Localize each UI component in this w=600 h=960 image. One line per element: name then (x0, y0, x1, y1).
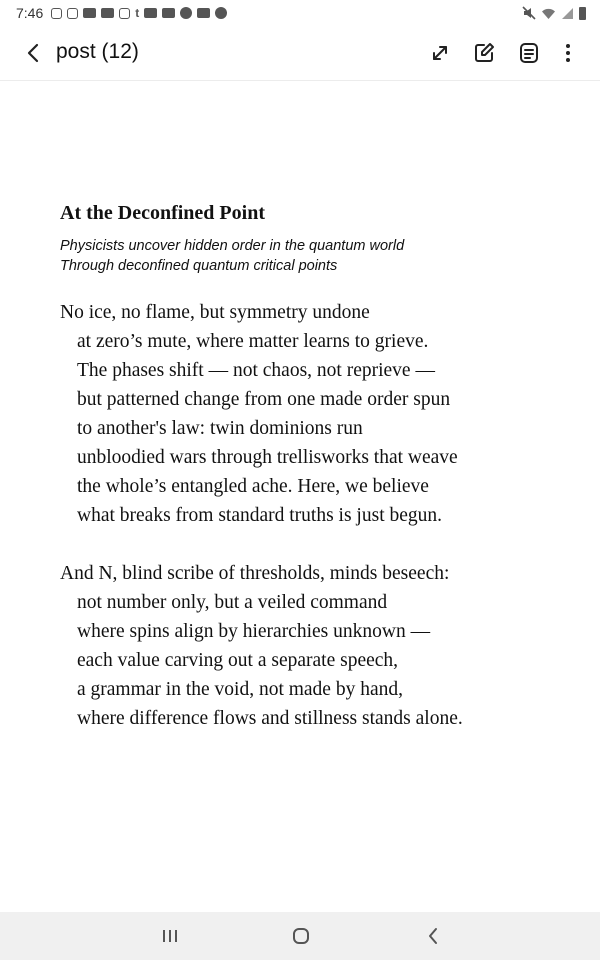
expand-icon (430, 43, 450, 63)
poem-line: not number only, but a veiled command (77, 592, 388, 613)
post-subtitle (60, 236, 580, 276)
poem-line: each value carving out a separate speech, (77, 650, 399, 671)
recent-apps-icon (161, 928, 179, 944)
edit-icon (473, 42, 495, 64)
recent-apps-button[interactable] (150, 920, 190, 952)
instagram-icon (51, 8, 62, 19)
signal-icon (561, 7, 574, 20)
app-bar (0, 26, 600, 81)
poem-line: where spins align by hierarchies unknown — (77, 621, 431, 642)
system-back-button[interactable] (413, 920, 453, 952)
poem-line: at zero’s mute, where matter learns to grieve. (77, 331, 429, 352)
poem-line: where difference flows and stillness stands alone. (77, 708, 463, 729)
system-icons (522, 6, 586, 20)
poem-line: but patterned change from one made order spun (77, 389, 451, 410)
notification-icons (51, 7, 227, 19)
more-vertical-icon (565, 43, 571, 63)
expand-button[interactable] (425, 38, 455, 68)
youtube-icon (197, 8, 210, 18)
more-options-button[interactable] (553, 38, 583, 68)
post-content (60, 200, 580, 733)
poem-line: unbloodied wars through trellisworks that weave (77, 447, 458, 468)
battery-icon (579, 7, 586, 20)
poem-line: the whole’s entangled ache. Here, we believe (77, 476, 429, 497)
document-icon (119, 8, 130, 19)
weather-icon (144, 8, 157, 18)
post-title: At the Deconfined Point (60, 202, 265, 224)
reader-mode-button[interactable] (514, 38, 544, 68)
info-icon (180, 7, 192, 19)
poem-stanza (60, 559, 580, 733)
news-icon (162, 8, 175, 18)
status-time: 7:46 (16, 5, 44, 21)
page-title: post (12) (56, 40, 139, 63)
youtube-icon (101, 8, 114, 18)
poem-line: what breaks from standard truths is just begun. (77, 505, 443, 526)
subtitle-line: Through deconfined quantum critical points (60, 258, 338, 274)
home-button[interactable] (281, 920, 321, 952)
navigation-bar (0, 912, 600, 960)
reader-mode-icon (519, 42, 539, 64)
poem-stanza (60, 298, 580, 530)
poem-line: a grammar in the void, not made by hand, (77, 679, 403, 700)
wifi-icon (541, 7, 556, 20)
home-icon (291, 926, 311, 946)
edit-button[interactable] (469, 38, 499, 68)
poem-line: The phases shift — not chaos, not reprieve — (77, 360, 435, 381)
tumblr-icon: t (135, 6, 140, 20)
back-icon (426, 927, 440, 945)
chevron-left-icon (26, 43, 40, 63)
back-button[interactable] (18, 38, 48, 68)
cloud-icon (215, 7, 227, 19)
instagram-icon (67, 8, 78, 19)
mute-icon (522, 6, 536, 20)
poem-line: to another's law: twin dominions run (77, 418, 363, 439)
status-bar (0, 0, 600, 26)
subtitle-line: Physicists uncover hidden order in the quantum world (60, 238, 405, 254)
poem-line: And N, blind scribe of thresholds, minds beseech: (60, 563, 450, 584)
poem-line: No ice, no flame, but symmetry undone (60, 302, 370, 323)
youtube-icon (83, 8, 96, 18)
